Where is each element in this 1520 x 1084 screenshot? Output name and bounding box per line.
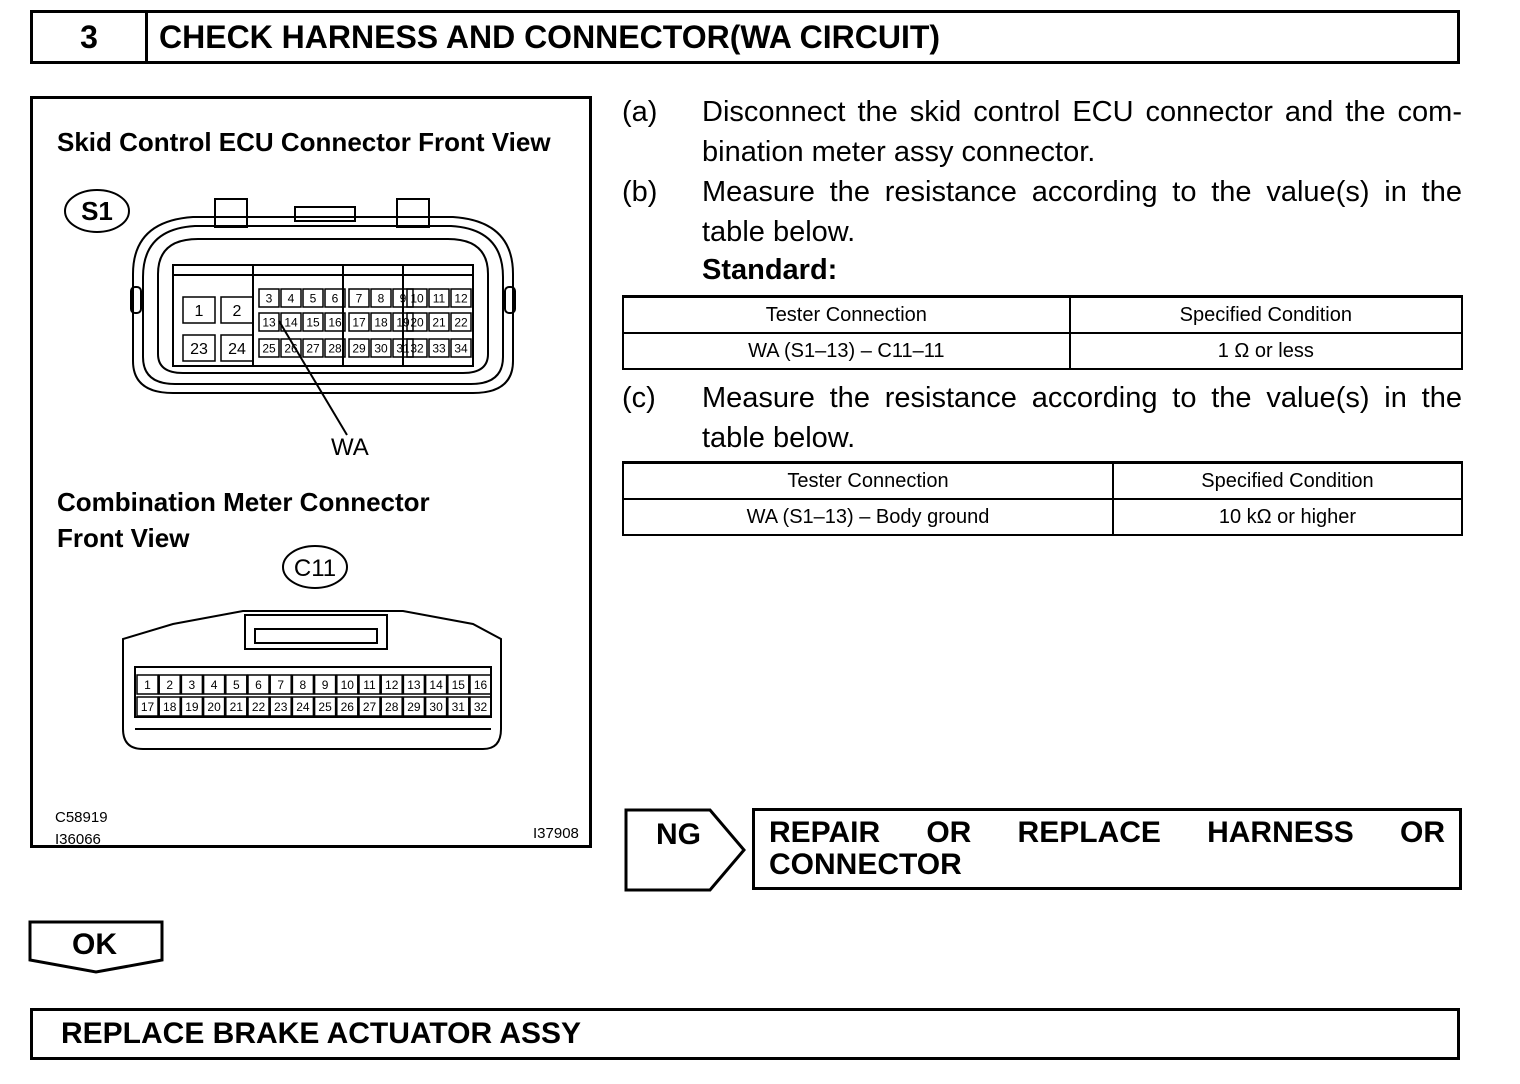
ecu-pin-15-label: 15 <box>306 315 320 330</box>
table1-connection: WA (S1–13) – C11–11 <box>623 333 1070 369</box>
meter-pin-8-label: 8 <box>299 677 307 692</box>
ecu-pin-21-label: 21 <box>432 315 446 330</box>
meter-pin-16-label: 16 <box>473 677 488 692</box>
ecu-pin-9-label: 9 <box>399 291 407 306</box>
step-c-label: (c) <box>622 382 656 414</box>
table1-condition: 1 Ω or less <box>1070 333 1462 369</box>
meter-pin-10-label: 10 <box>340 677 354 692</box>
ok-result-text: REPLACE BRAKE ACTUATOR ASSY <box>61 1017 582 1050</box>
meter-pin-18-label: 18 <box>163 699 177 714</box>
ecu-pin-28-label: 28 <box>328 341 342 356</box>
ecu-pin-10-label: 10 <box>410 291 424 306</box>
ecu-pin-18-label: 18 <box>374 315 388 330</box>
connector-figure <box>30 96 592 848</box>
meter-pin-15-label: 15 <box>451 677 465 692</box>
step-b-label: (b) <box>622 176 658 208</box>
ecu-connector-title: Skid Control ECU Connector Front View <box>57 127 551 157</box>
meter-pin-30-label: 30 <box>429 699 443 714</box>
ecu-pin-32-label: 32 <box>410 341 424 356</box>
ecu-pin-24-label: 24 <box>228 340 246 358</box>
meter-pin-20-label: 20 <box>207 699 221 714</box>
step-header <box>30 10 1460 64</box>
meter-pin-27-label: 27 <box>362 699 377 714</box>
figure-code-2: I36066 <box>55 831 101 848</box>
meter-pin-7-label: 7 <box>277 677 285 692</box>
ecu-pin-27-label: 27 <box>306 341 320 356</box>
meter-pin-19-label: 19 <box>185 699 199 714</box>
wa-leader-line <box>279 321 347 435</box>
meter-connector-title-line1: Combination Meter Connector <box>57 487 430 517</box>
spec-table-2 <box>622 461 1463 536</box>
connector-diagram <box>33 99 589 845</box>
meter-pin-2-label: 2 <box>166 677 174 692</box>
ecu-pin-3-label: 3 <box>265 291 273 306</box>
ecu-pin-5-label: 5 <box>309 291 317 306</box>
table2-header-connection: Tester Connection <box>623 463 1113 500</box>
ecu-pin-1-label: 1 <box>194 302 204 320</box>
meter-pin-31-label: 31 <box>451 699 465 714</box>
ecu-pin-29-label: 29 <box>352 341 366 356</box>
table2-header-condition: Specified Condition <box>1113 463 1462 500</box>
meter-pin-6-label: 6 <box>255 677 262 692</box>
ecu-pin-26-label: 26 <box>284 341 298 356</box>
ecu-pin-6-label: 6 <box>331 291 339 306</box>
ecu-pin-2-label: 2 <box>232 302 242 320</box>
meter-pin-22-label: 22 <box>251 699 266 714</box>
figure-code-3: I37908 <box>533 825 579 842</box>
step-title: CHECK HARNESS AND CONNECTOR(WA CIRCUIT) <box>159 19 941 55</box>
ecu-pin-23-label: 23 <box>190 340 208 358</box>
meter-pins <box>137 675 491 716</box>
c11-label: C11 <box>293 555 337 582</box>
table1-header-condition: Specified Condition <box>1070 297 1462 334</box>
ecu-pin-19-label: 19 <box>396 315 410 330</box>
s1-label: S1 <box>81 196 113 226</box>
ecu-pin-8-label: 8 <box>377 291 385 306</box>
ecu-pin-22-label: 22 <box>454 315 468 330</box>
ecu-pin-25-label: 25 <box>262 341 276 356</box>
meter-pin-24-label: 24 <box>296 699 310 714</box>
meter-pin-23-label: 23 <box>274 699 288 714</box>
ecu-pin-31-label: 31 <box>396 341 410 356</box>
ecu-pin-20-label: 20 <box>410 315 424 330</box>
ecu-pin-16-label: 16 <box>328 315 342 330</box>
wa-label: WA <box>331 434 369 461</box>
ecu-pin-11-label: 11 <box>432 291 446 306</box>
table2-condition: 10 kΩ or higher <box>1113 499 1462 535</box>
meter-pin-13-label: 13 <box>407 677 421 692</box>
meter-pin-17-label: 17 <box>140 699 155 714</box>
ng-result-text: REPAIR OR REPLACE HARNESS OR CONNECTOR <box>769 816 1445 881</box>
ecu-pin-14-label: 14 <box>284 315 298 330</box>
ecu-pins <box>183 289 471 361</box>
meter-pin-12-label: 12 <box>385 677 399 692</box>
meter-pin-1-label: 1 <box>144 677 151 692</box>
ecu-pin-30-label: 30 <box>374 341 388 356</box>
figure-code-1: C58919 <box>55 809 108 826</box>
meter-pin-9-label: 9 <box>321 677 329 692</box>
ok-result-box <box>30 1008 1460 1060</box>
ecu-pin-13-label: 13 <box>262 315 276 330</box>
ecu-pin-17-label: 17 <box>352 315 366 330</box>
step-number: 3 <box>33 13 148 61</box>
meter-pin-4-label: 4 <box>210 677 218 692</box>
meter-pin-5-label: 5 <box>232 677 240 692</box>
meter-pin-32-label: 32 <box>473 699 488 714</box>
ecu-pin-7-label: 7 <box>355 291 363 306</box>
table2-connection: WA (S1–13) – Body ground <box>623 499 1113 535</box>
table1-header-connection: Tester Connection <box>623 297 1070 334</box>
ecu-pin-12-label: 12 <box>454 291 468 306</box>
meter-pin-3-label: 3 <box>188 677 196 692</box>
meter-pin-14-label: 14 <box>429 677 443 692</box>
ng-result-box <box>752 808 1462 890</box>
meter-pin-11-label: 11 <box>363 677 376 692</box>
meter-pin-25-label: 25 <box>318 699 332 714</box>
meter-pin-21-label: 21 <box>229 699 243 714</box>
step-a-text: Disconnect the skid control ECU connector and the com-bination meter assy connector. <box>702 96 1462 168</box>
meter-pin-26-label: 26 <box>340 699 354 714</box>
step-b-text: Measure the resistance according to the value(s) in the table below. <box>702 176 1462 248</box>
meter-pin-29-label: 29 <box>407 699 421 714</box>
ok-label: OK <box>72 928 117 961</box>
ecu-pin-34-label: 34 <box>454 341 468 356</box>
ecu-pin-4-label: 4 <box>287 291 295 306</box>
step-a-label: (a) <box>622 96 658 128</box>
step-c-text: Measure the resistance according to the value(s) in the table below. <box>702 382 1462 454</box>
ng-label: NG <box>656 818 701 851</box>
standard-label: Standard: <box>702 254 838 286</box>
spec-table-1 <box>622 295 1463 370</box>
meter-pin-28-label: 28 <box>385 699 399 714</box>
meter-connector-title-line2: Front View <box>57 523 190 553</box>
ecu-pin-33-label: 33 <box>432 341 446 356</box>
